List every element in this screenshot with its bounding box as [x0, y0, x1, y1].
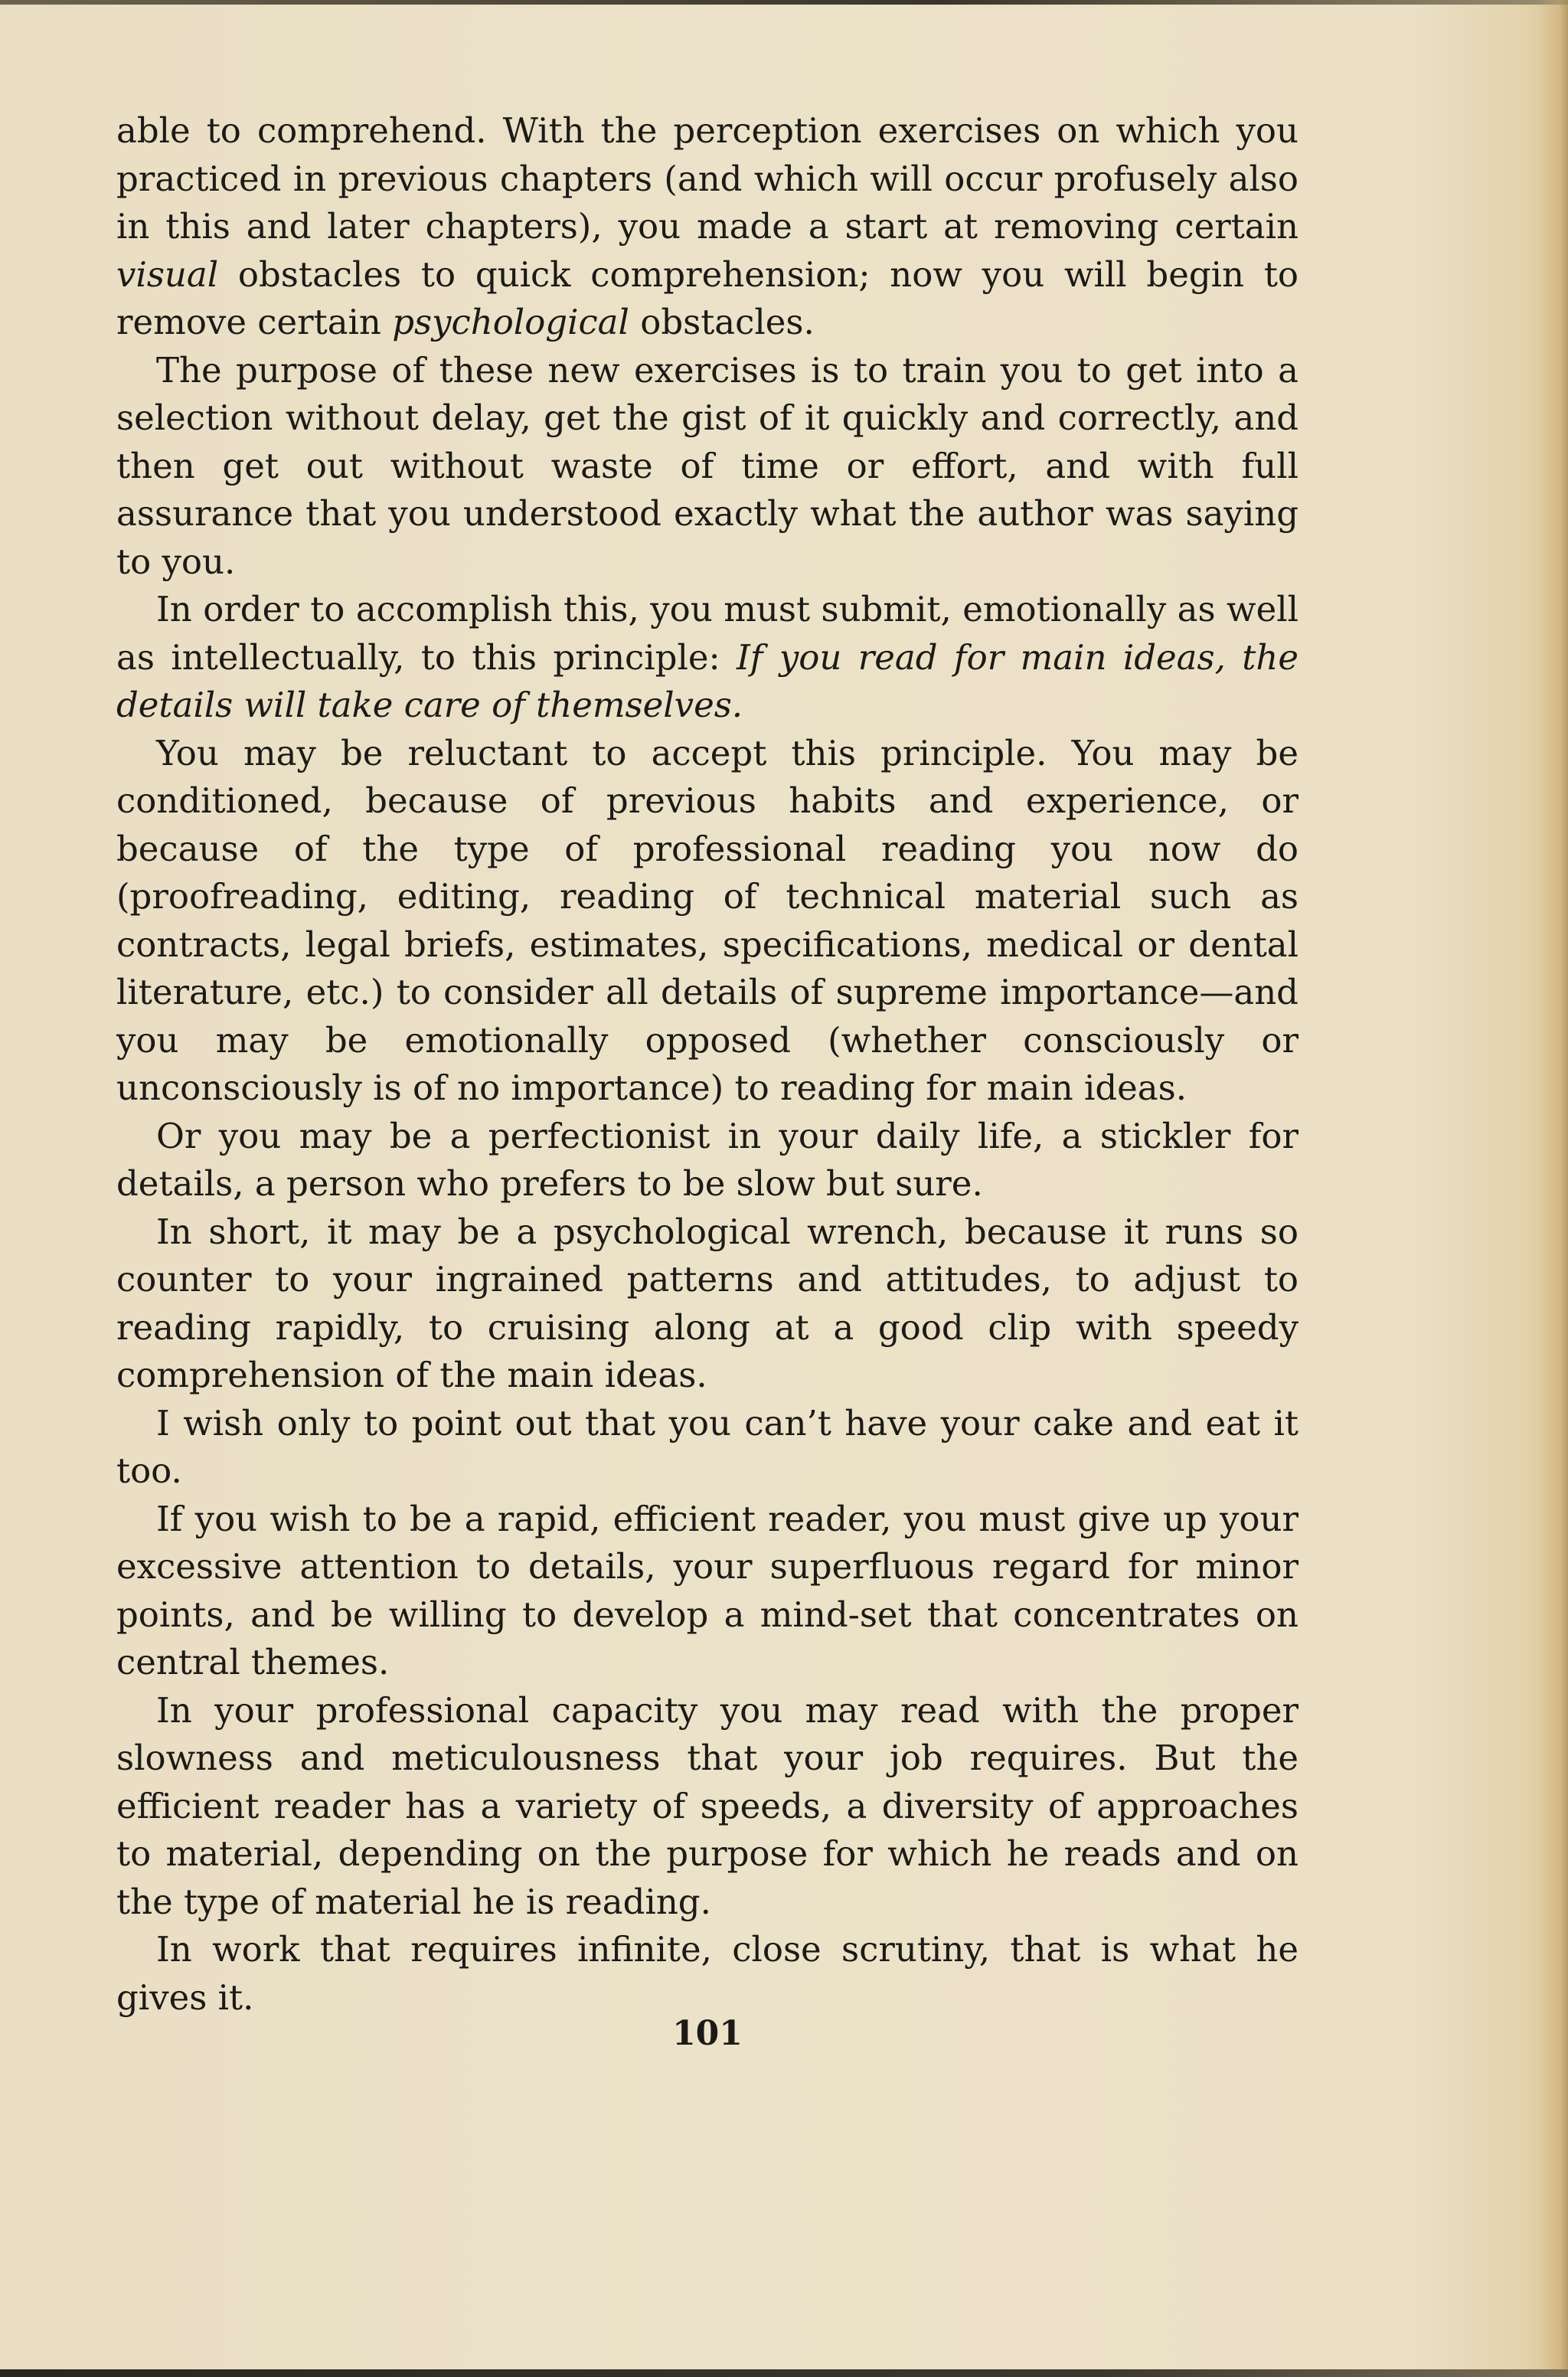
paragraph-1: able to comprehend. With the perception exercises on which you practiced in previous chapters (and which will occur profusely also in this and later chapters), you made a start at removing certain visual obstacles to quick comprehension; now you will begin to remove certain psychological obstacles. [116, 110, 1298, 342]
page-edge-shadow [1537, 0, 1568, 2377]
paragraph-10: In work that requires infinite, close scrutiny, that is what he gives it. [116, 1929, 1298, 2018]
page-top-edge [0, 0, 1568, 5]
paragraph-2: The purpose of these new exercises is to train you to get into a selection without delay, get the gist of it quickly and correctly, and then get out without waste of time or effort, and with full assurance that you understood exactly what the author was saying to you. [116, 349, 1298, 582]
paragraph-6: In short, it may be a psychological wrench, because it runs so counter to your ingrained patterns and attitudes, to adjust to reading rapidly, to cruising along at a good clip with speedy comprehension of the main ideas. [116, 1211, 1298, 1395]
paragraph-5: Or you may be a perfectionist in your daily life, a stickler for details, a person who prefers to be slow but sure. [116, 1115, 1298, 1204]
paragraph-4: You may be reluctant to accept this principle. You may be conditioned, because of previous habits and experience, or because of the type of professional reading you now do (proofreading, editing, reading of technical material such as contracts, legal briefs, estimates, specifications, medical or dental literature, etc.) to consider all details of supreme importance—and you may be emotionally opposed (whether consciously or unconsciously is of no importance) to reading for main ideas. [116, 732, 1298, 1108]
page-bottom-edge [0, 2369, 1568, 2377]
paragraph-8: If you wish to be a rapid, efficient reader, you must give up your excessive attention to details, your superfluous regard for minor points, and be willing to develop a mind-set that concentrates on central themes. [116, 1498, 1298, 1682]
paragraph-3: In order to accomplish this, you must submit, emotionally as well as intellectually, to this principle: If you read for main ideas, the details will take care of themselves. [116, 589, 1298, 725]
body-text [116, 107, 1298, 2022]
page-number: 101 [672, 2014, 743, 2053]
paragraph-7: I wish only to point out that you can’t have your cake and eat it too. [116, 1402, 1298, 1491]
paragraph-9: In your professional capacity you may read with the proper slowness and meticulousness that your job requires. But the efficient reader has a variety of speeds, a diversity of approaches to material, depending on the purpose for which he reads and on the type of material he is reading. [116, 1689, 1298, 1922]
